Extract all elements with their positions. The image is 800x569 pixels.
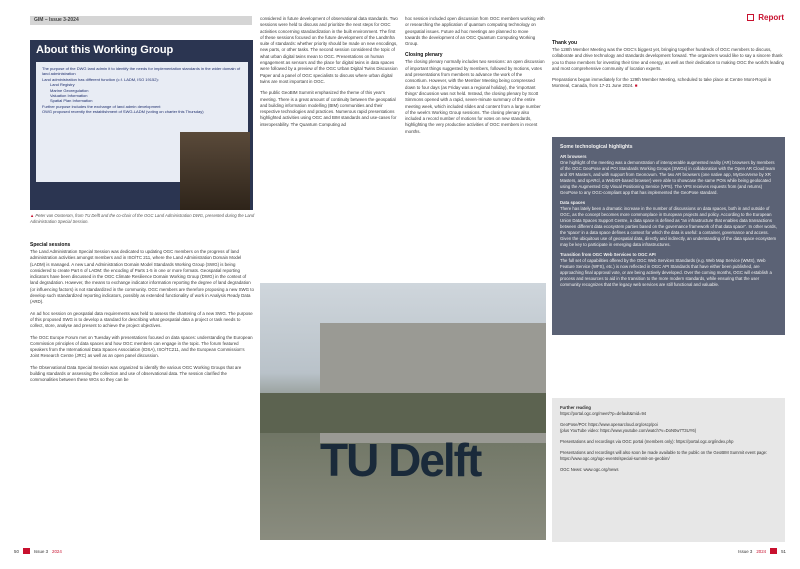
tu-delft-sign: TU Delft — [320, 434, 481, 486]
further-link[interactable]: https://portal.ogc.org/meet/?p=default&mid=94 — [560, 411, 647, 416]
report-label — [747, 13, 784, 22]
slide-title: About this Working Group — [36, 44, 174, 56]
section-heading: Special sessions — [30, 242, 71, 248]
further-link[interactable]: Presentations and recordings via OGC portal (members only): https://portal.ogc.org/index.php — [560, 439, 734, 444]
slide-subbullet: Valuation Information — [50, 93, 88, 99]
tu-delft-photo — [260, 283, 546, 540]
column-1 — [30, 242, 255, 389]
footer-issue: Issue 3 — [738, 548, 753, 554]
footer-year: 2024 — [756, 548, 767, 554]
highlight-heading: Data spaces — [560, 200, 586, 205]
paragraph: The Observational Data Special Session was organized to identify the various OGC Working Groups that are building standards or assessing the collection and use of observational data. The session clarified the commonalities between these WGs so they can be — [30, 364, 242, 383]
paragraph: The Land Administration Special Session was dedicated to updating OGC members on the progress of land administration activities amongst members and in ISO/TC 211, where the Land Administration Domain Model (LADM) is managed. A new Land Administration Domain Model Standards Working Group (SWG) is being considered to create Part 6 of LADM: the encoding of Parts 1-5 in one or more formats. Geospatial reporting indicators have been discussed in the OGC Climate Resilience Domain Working Group (DWG) in the context of land degradation. However, the means to exchange indicator information reporting the degree of land degradation (or influencing factors) is not standardized in the community. OGC members are therefore proposing a new SWG to develop such standardized reporting indicators, possibly as extended functionality of work in Analysis Ready Data (ARD). — [30, 249, 254, 305]
footer-right — [738, 548, 786, 554]
highlights-box — [552, 137, 785, 335]
caption-triangle-icon: ▲ — [30, 213, 35, 218]
further-reading-box — [552, 398, 785, 542]
report-text: Report — [758, 13, 784, 22]
gim-logo-icon — [770, 548, 777, 554]
paragraph: The public GeoBIM Summit emphasized the theme of this year's meeting. There is a great amount of continuity between the geospatial and building information modelling (BIM) communities and their respective technologies and practices. Numerous rapid presentations highlighted activities using OGC and BIM standards and use-cases for interoperability. The Quantum Computing ad — [260, 90, 397, 127]
paragraph: The OGC Europe Forum met on Tuesday with presentations focused on data spaces: understanding the European Commission principles of data spaces and how OGC members can engage in the topic. The forum featured speakers from the International Data Spaces Association (IDSA), ISO/TC211, and the European Commission's Joint Research Centre (JRC) as well as an open panel discussion. — [30, 334, 253, 359]
paragraph: hoc session included open discussion from OGC members working with or researching the application of quantum computing technology on geospatial issues. Future ad hoc meetings are planned to move towards the development of an OGC Quantum Computing Working Group. — [405, 16, 545, 47]
slide-bullet: The purpose of the DWG land admin it to identify the needs for implementation standards in the wider domain of land administration — [42, 66, 241, 77]
caption-text: Peter van Oosterom, from TU Delft and the co-chair of the OGC Land Administration DWG, presented during the Land Administration Special Session. — [30, 213, 255, 224]
shrubs — [260, 393, 546, 433]
paragraph: Preparations began immediately for the 129th Member Meeting, scheduled to take place at Centre Mont-Royal in Montreal, Canada, from 17-21 June 2024. ■ — [552, 77, 772, 89]
paragraph: An ad hoc session on geospatial data requirements was held to assess the chartering of a new SWG. The purpose of this proposed SWG is to develop a standard for describing what geospatial data a project or task needs to collect, store, analyse and present to achieve the project objectives. — [30, 310, 253, 329]
page-number: 51 — [781, 548, 786, 554]
footer-year: 2024 — [52, 548, 62, 554]
further-link: GeoPose/POI: https://www.openarcloud.org/oscp/poi (plus YouTube video: https://www.youtube.com/watch?v=DoN0w7T3UY6) — [560, 422, 697, 433]
paragraph: The 128th Member Meeting was the OGC's biggest yet, bringing together hundreds of OGC members to discuss, collaborate and drive technology and standards development forward. The organizers would like to say a sincere thank you to those members for investing their time and energy, as well as their dedication to making OGC the world's leading and most comprehensive community of location experts. — [552, 47, 785, 71]
footer-issue: Issue 3 — [33, 548, 49, 554]
highlight-paragraph: The full set of capabilities offered by the OGC Web Services Standards (e.g. Web Map Service (WMS), Web Feature Service (WFS), etc.) is now reflected in OGC API Standards that have either been published, are approaching final approval vote, or are being actively developed. Over the coming months, OGC will establish a process and resources to aid in the transition to the more modern standards, while ensuring that the user community recognizes that the legacy web services are still functional and valuable. — [560, 258, 772, 287]
slide-bullet: Further purpose includes the exchange of land admin development — [42, 103, 161, 109]
slide-bullet: Land administration has different function (c.f. LADM, ISO 19152): — [42, 76, 159, 82]
section-heading: Thank you — [552, 40, 578, 46]
paragraph: considered in future development of observational data standards. Two sessions were held to discuss and prioritize the next steps for OGC activities concerning standardization in the built environment. The first of these sessions focused on the future development of the LandInfra suite of standards: whether priority should be made on new encodings, new parts, or other tasks. The second session considered the topic of what urban digital twins mean to OGC. Presentations on human engagement as sensors and the place for digital twins in data spaces were followed by a preview of the OGC Urban Digital Twins Discussion Paper and a panel of OGC specialists to discuss where urban digital twins are most important in OGC. — [260, 16, 398, 84]
column-4 — [552, 40, 785, 95]
gim-logo-icon — [23, 548, 30, 554]
column-3 — [405, 16, 545, 140]
presenter-figure — [180, 132, 250, 210]
report-icon — [747, 14, 754, 21]
slide-subbullet: Marine Georegulation — [50, 87, 89, 93]
further-reading-title: Further reading — [560, 405, 591, 410]
slide-subbullet: Land Registry — [50, 82, 75, 88]
highlight-heading: AR browsers — [560, 154, 587, 159]
paragraph: The closing plenary normally includes two sessions: an open discussion of important things suggested by members, followed by motions, votes and presentations from members to advance the work of the consortium. However, with the Member Meeting being compressed down to four days (as Friday was a regional holiday), the 'important things' discussion was not held. Instead, the closing plenary by Scott Simmons opened with a rapid, seven-minute summary of the entire meeting week, which included slides and content from a large number of the week's Working Group sessions. The closing plenary also included a record number of motions for votes on new standards, highlighting the very productive activities of OGC members in recent months. — [405, 59, 545, 134]
photo-caption — [30, 213, 255, 224]
highlight-paragraph: There has lately been a dramatic increase in the number of discussions on data spaces, both in and outside of OGC, as the concept becomes more commonplace in European projects and policy. According to the European Union Data Spaces Support Centre, a data space is defined as "an infrastructure that enables data transactions between different data ecosystem parties based on the governance framework of that data space". In other words, the 'space' in a data space defines a context for which the data is useful: a container, governance and access. Given the ubiquitous use of geospatial data, directly and indirectly, an understanding of the data space ecosystem may be key to participate in emerging data infrastructures. — [560, 206, 777, 247]
column-2 — [260, 16, 400, 133]
end-mark-icon: ■ — [634, 83, 638, 89]
slide-bullet: OWG proposed recently the establishment of SWG-LADM (voting on charter this Thursday) — [42, 109, 204, 115]
section-heading: Closing plenary — [405, 52, 443, 59]
further-link[interactable]: OGC News: www.ogc.org/news — [560, 467, 619, 472]
highlight-paragraph: One highlight of the meeting was a demonstration of interoperable augmented reality (AR) browsers by members of the OGC GeoPose and POI Standards Working Groups (SWGs) in collaboration with the Open AR Cloud team and XR Masters, and with support from Geonovum. The two AR browsers (one native app, MyGeoVerse by XR Masters, and spARcl, a WebXR-based browser) were able to showcase the same POIs while being geolocated using the Augmented City Visual Positioning Service (VPS). The VPS receives requests from (and returns) GeoPose to any OGC-compliant app that has implemented the GeoPose standard. — [560, 160, 776, 195]
issue-tab: GIM – Issue 3-2024 — [30, 16, 252, 25]
further-link[interactable]: Presentations and recordings will also soon be made available to the public on the GeoBIM Summit event page: https://www.ogc.org/ogc-events/special-summit-on-geobim/ — [560, 450, 768, 461]
footer-left — [14, 548, 62, 554]
slide-subbullet: Spatial Plan Information — [50, 98, 93, 104]
slide-photo — [30, 40, 253, 210]
page-number: 50 — [14, 548, 19, 554]
highlights-title: Some technological highlights — [560, 144, 633, 150]
highlight-heading: Transition from OGC Web Services to OGC API — [560, 252, 656, 257]
